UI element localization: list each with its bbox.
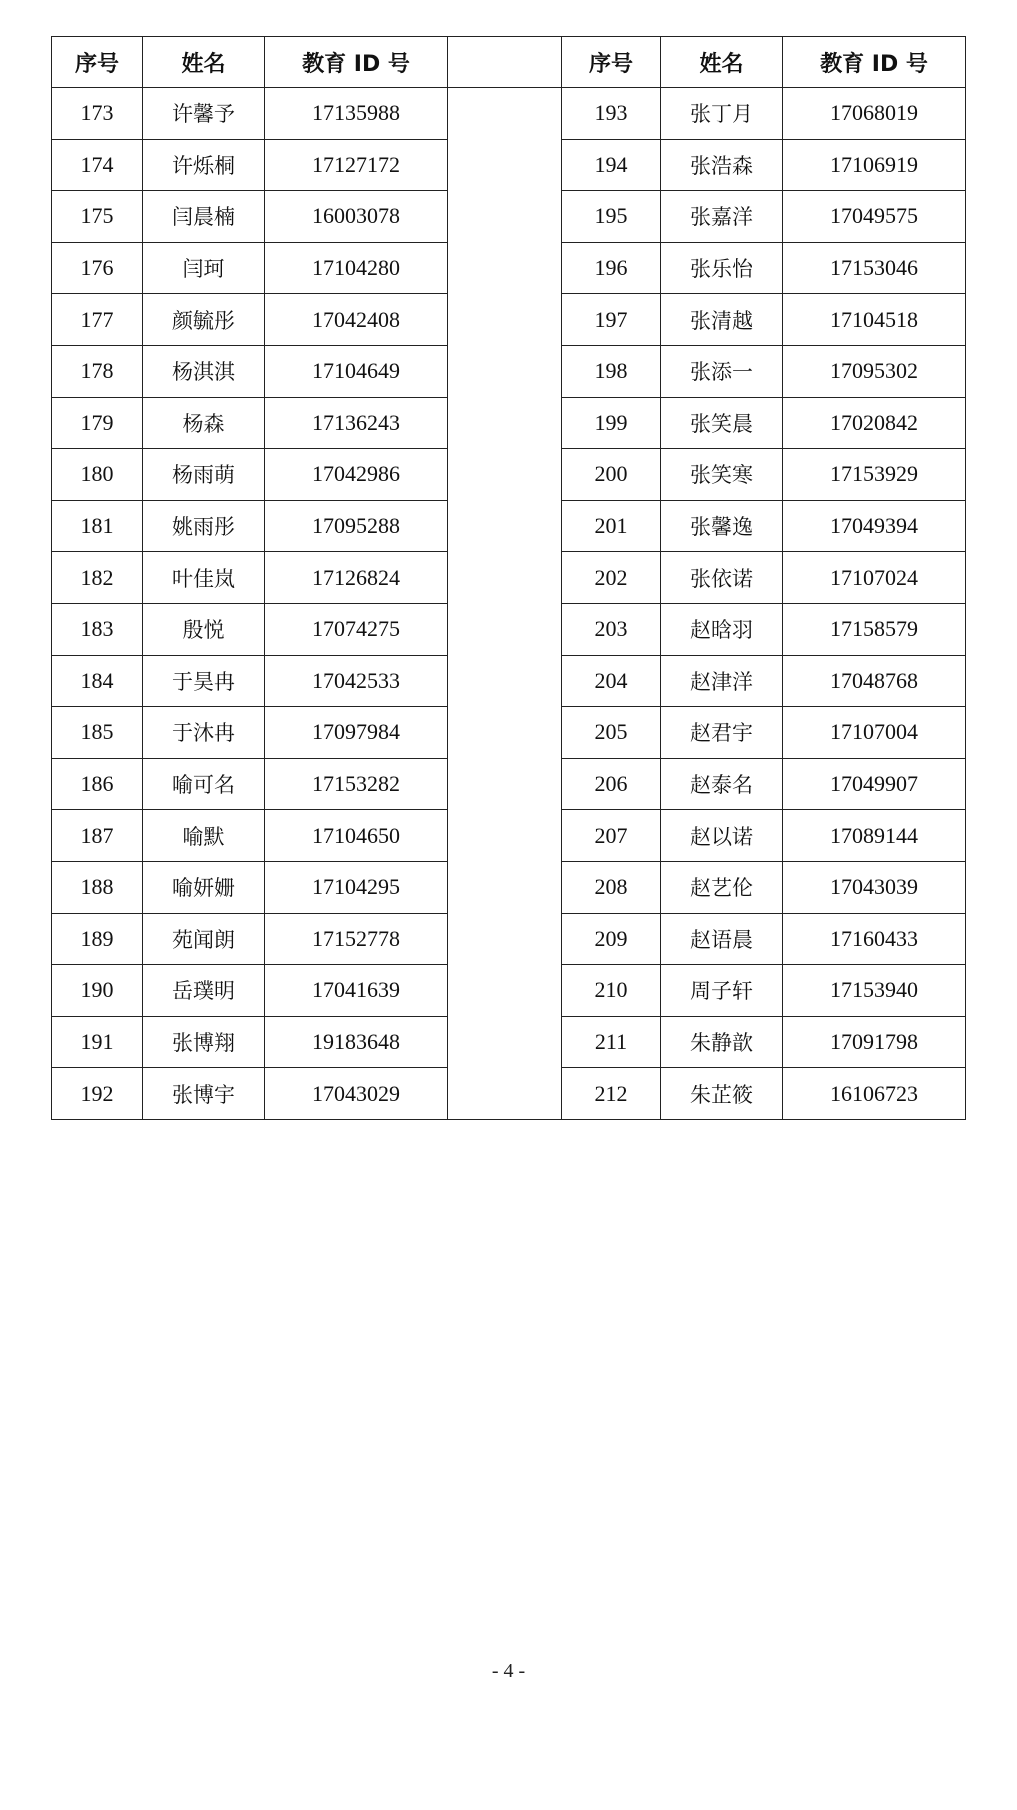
left-seq-cell: 190 [52,965,143,1017]
left-id-cell: 17042533 [265,655,448,707]
page-number: - 4 - [491,1660,526,1682]
left-name-cell: 叶佳岚 [143,552,265,604]
right-name-cell: 张嘉洋 [661,191,783,243]
right-seq-cell: 199 [562,397,661,449]
left-id-cell: 17127172 [265,139,448,191]
left-seq-cell: 174 [52,139,143,191]
right-id-cell: 17107004 [783,707,966,759]
right-name-header: 姓名 [661,37,783,88]
left-id-cell: 17152778 [265,913,448,965]
left-seq-cell: 183 [52,603,143,655]
right-name-cell: 赵以诺 [661,810,783,862]
right-id-cell: 17043039 [783,861,966,913]
right-name-cell: 周子轩 [661,965,783,1017]
left-seq-cell: 173 [52,88,143,140]
right-seq-cell: 197 [562,294,661,346]
left-id-cell: 17136243 [265,397,448,449]
right-name-cell: 张笑晨 [661,397,783,449]
left-seq-cell: 185 [52,707,143,759]
right-name-cell: 赵津洋 [661,655,783,707]
left-id-cell: 17097984 [265,707,448,759]
right-name-cell: 朱芷筱 [661,1068,783,1120]
left-name-cell: 杨森 [143,397,265,449]
left-name-cell: 岳璞明 [143,965,265,1017]
left-id-cell: 17104650 [265,810,448,862]
right-seq-cell: 209 [562,913,661,965]
left-id-cell: 16003078 [265,191,448,243]
left-id-cell: 17135988 [265,88,448,140]
left-name-header: 姓名 [143,37,265,88]
table-row [52,88,966,140]
left-seq-cell: 181 [52,500,143,552]
header-row [52,37,966,88]
right-seq-cell: 208 [562,861,661,913]
right-name-cell: 张丁月 [661,88,783,140]
left-name-cell: 张博宇 [143,1068,265,1120]
right-name-cell: 张依诺 [661,552,783,604]
right-id-header: 教育 ID 号 [783,37,966,88]
right-id-cell: 17089144 [783,810,966,862]
roster-table [51,36,966,1120]
right-id-cell: 17153940 [783,965,966,1017]
roster-body [52,88,966,1120]
right-id-cell: 17091798 [783,1016,966,1068]
left-id-cell: 17104280 [265,242,448,294]
left-name-cell: 杨淇淇 [143,345,265,397]
left-name-cell: 于沐冉 [143,707,265,759]
right-name-cell: 张馨逸 [661,500,783,552]
left-seq-cell: 177 [52,294,143,346]
left-seq-cell: 179 [52,397,143,449]
left-seq-cell: 188 [52,861,143,913]
right-id-cell: 17160433 [783,913,966,965]
right-seq-cell: 194 [562,139,661,191]
right-name-cell: 赵晗羽 [661,603,783,655]
left-seq-cell: 178 [52,345,143,397]
right-id-cell: 16106723 [783,1068,966,1120]
left-name-cell: 杨雨萌 [143,449,265,501]
column-gap [448,88,562,1120]
right-id-cell: 17095302 [783,345,966,397]
right-id-cell: 17153929 [783,449,966,501]
right-seq-cell: 196 [562,242,661,294]
left-id-cell: 17095288 [265,500,448,552]
right-seq-cell: 198 [562,345,661,397]
left-seq-cell: 189 [52,913,143,965]
left-seq-cell: 180 [52,449,143,501]
left-seq-cell: 191 [52,1016,143,1068]
right-seq-cell: 193 [562,88,661,140]
left-id-cell: 17042986 [265,449,448,501]
right-id-cell: 17106919 [783,139,966,191]
left-seq-cell: 186 [52,758,143,810]
left-name-cell: 姚雨彤 [143,500,265,552]
right-name-cell: 赵君宇 [661,707,783,759]
right-id-cell: 17107024 [783,552,966,604]
right-id-cell: 17049907 [783,758,966,810]
right-id-cell: 17158579 [783,603,966,655]
left-name-cell: 许烁桐 [143,139,265,191]
left-name-cell: 苑闻朗 [143,913,265,965]
left-name-cell: 喻可名 [143,758,265,810]
right-name-cell: 赵艺伦 [661,861,783,913]
right-seq-cell: 200 [562,449,661,501]
left-id-cell: 17042408 [265,294,448,346]
right-seq-cell: 207 [562,810,661,862]
right-seq-cell: 210 [562,965,661,1017]
right-seq-cell: 202 [562,552,661,604]
right-seq-cell: 204 [562,655,661,707]
right-name-cell: 赵泰名 [661,758,783,810]
left-seq-cell: 187 [52,810,143,862]
right-id-cell: 17048768 [783,655,966,707]
left-name-cell: 喻妍姗 [143,861,265,913]
left-name-cell: 张博翔 [143,1016,265,1068]
left-name-cell: 喻默 [143,810,265,862]
left-seq-cell: 182 [52,552,143,604]
right-seq-cell: 206 [562,758,661,810]
left-id-cell: 17074275 [265,603,448,655]
left-id-cell: 19183648 [265,1016,448,1068]
right-seq-cell: 211 [562,1016,661,1068]
left-id-cell: 17104295 [265,861,448,913]
right-name-cell: 张浩森 [661,139,783,191]
left-id-cell: 17153282 [265,758,448,810]
left-seq-cell: 184 [52,655,143,707]
right-seq-cell: 212 [562,1068,661,1120]
right-id-cell: 17049575 [783,191,966,243]
right-seq-cell: 195 [562,191,661,243]
left-seq-cell: 175 [52,191,143,243]
left-id-header: 教育 ID 号 [265,37,448,88]
right-seq-cell: 203 [562,603,661,655]
left-name-cell: 殷悦 [143,603,265,655]
right-name-cell: 张笑寒 [661,449,783,501]
right-id-cell: 17049394 [783,500,966,552]
left-name-cell: 许馨予 [143,88,265,140]
right-name-cell: 赵语晨 [661,913,783,965]
right-name-cell: 朱静歆 [661,1016,783,1068]
right-id-cell: 17068019 [783,88,966,140]
left-id-cell: 17041639 [265,965,448,1017]
right-name-cell: 张清越 [661,294,783,346]
left-name-cell: 于昊冉 [143,655,265,707]
left-seq-cell: 176 [52,242,143,294]
right-seq-cell: 205 [562,707,661,759]
right-seq-cell: 201 [562,500,661,552]
column-gap [448,37,562,88]
left-name-cell: 颜毓彤 [143,294,265,346]
right-id-cell: 17104518 [783,294,966,346]
left-id-cell: 17126824 [265,552,448,604]
right-name-cell: 张乐怡 [661,242,783,294]
right-id-cell: 17153046 [783,242,966,294]
left-seq-cell: 192 [52,1068,143,1120]
left-id-cell: 17104649 [265,345,448,397]
left-name-cell: 闫晨楠 [143,191,265,243]
left-seq-header: 序号 [52,37,143,88]
right-id-cell: 17020842 [783,397,966,449]
left-id-cell: 17043029 [265,1068,448,1120]
right-name-cell: 张添一 [661,345,783,397]
left-name-cell: 闫珂 [143,242,265,294]
right-seq-header: 序号 [562,37,661,88]
